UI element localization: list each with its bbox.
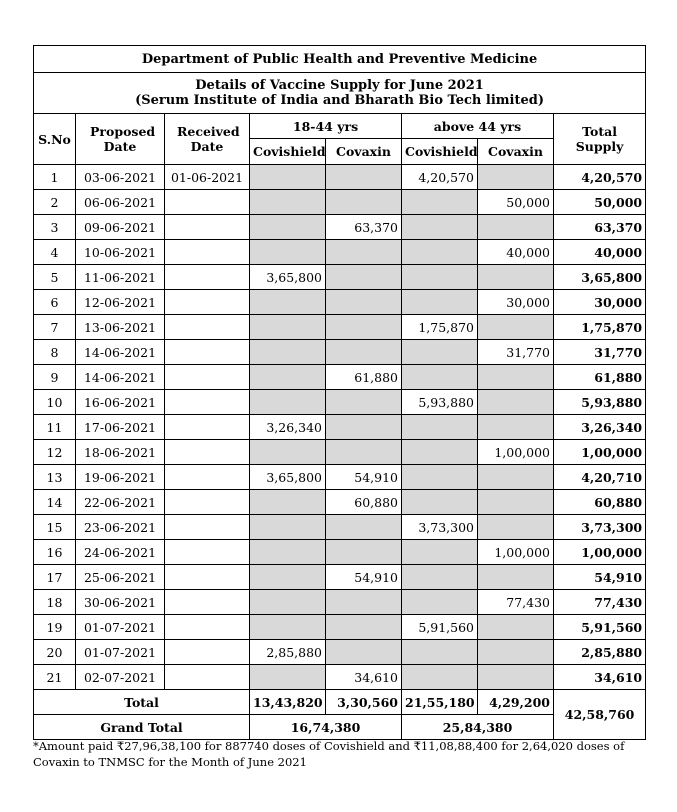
row-covaxin-above-44: 30,000 xyxy=(478,290,554,315)
table-row xyxy=(34,490,646,515)
table-row xyxy=(34,440,646,465)
row-covaxin-18-44 xyxy=(326,165,402,190)
row-covishield-18-44 xyxy=(250,340,326,365)
row-total-supply: 63,370 xyxy=(554,215,646,240)
row-covishield-above-44 xyxy=(402,540,478,565)
row-covishield-18-44 xyxy=(250,240,326,265)
row-covishield-above-44 xyxy=(402,465,478,490)
row-covishield-18-44 xyxy=(250,165,326,190)
document-subtitle xyxy=(34,73,646,114)
row-covaxin-18-44 xyxy=(326,390,402,415)
row-covaxin-18-44: 61,880 xyxy=(326,365,402,390)
total-covishield-18-44: 13,43,820 xyxy=(250,690,326,715)
row-covaxin-above-44 xyxy=(478,365,554,390)
row-covaxin-18-44 xyxy=(326,440,402,465)
row-sno: 7 xyxy=(34,315,76,340)
row-proposed-date: 25-06-2021 xyxy=(76,565,165,590)
header-covishield-18-44: Covishield xyxy=(250,139,326,165)
row-covaxin-18-44 xyxy=(326,190,402,215)
header-sno: S.No xyxy=(34,114,76,165)
document-title: Department of Public Health and Preventive Medicine xyxy=(34,46,646,73)
table-row xyxy=(34,515,646,540)
subtitle-line-1: Details of Vaccine Supply for June 2021 xyxy=(195,78,484,93)
row-proposed-date: 11-06-2021 xyxy=(76,265,165,290)
table-body xyxy=(34,165,646,690)
row-sno: 9 xyxy=(34,365,76,390)
row-covaxin-18-44 xyxy=(326,515,402,540)
header-group-18-44: 18-44 yrs xyxy=(250,114,402,139)
row-covishield-above-44 xyxy=(402,240,478,265)
row-covaxin-above-44 xyxy=(478,215,554,240)
row-received-date xyxy=(165,290,250,315)
row-covishield-18-44 xyxy=(250,490,326,515)
row-sno: 20 xyxy=(34,640,76,665)
row-covishield-above-44 xyxy=(402,215,478,240)
header-proposed-date-label: Proposed Date xyxy=(90,124,156,154)
row-covishield-above-44: 1,75,870 xyxy=(402,315,478,340)
row-sno: 3 xyxy=(34,215,76,240)
row-sno: 19 xyxy=(34,615,76,640)
header-received-date-label: Received Date xyxy=(177,124,240,154)
row-total-supply: 1,75,870 xyxy=(554,315,646,340)
row-covaxin-18-44 xyxy=(326,315,402,340)
total-label: Total xyxy=(34,690,250,715)
row-total-supply: 5,93,880 xyxy=(554,390,646,415)
row-proposed-date: 01-07-2021 xyxy=(76,615,165,640)
total-row xyxy=(34,690,646,715)
row-proposed-date: 18-06-2021 xyxy=(76,440,165,465)
row-covishield-above-44 xyxy=(402,640,478,665)
row-total-supply: 4,20,570 xyxy=(554,165,646,190)
row-proposed-date: 22-06-2021 xyxy=(76,490,165,515)
row-covaxin-above-44 xyxy=(478,390,554,415)
row-covishield-18-44: 3,65,800 xyxy=(250,465,326,490)
header-group-above-44: above 44 yrs xyxy=(402,114,554,139)
table-row xyxy=(34,640,646,665)
row-proposed-date: 10-06-2021 xyxy=(76,240,165,265)
row-covaxin-above-44 xyxy=(478,465,554,490)
row-proposed-date: 01-07-2021 xyxy=(76,640,165,665)
row-total-supply: 31,770 xyxy=(554,340,646,365)
row-total-supply: 30,000 xyxy=(554,290,646,315)
header-covaxin-18-44: Covaxin xyxy=(326,139,402,165)
row-total-supply: 40,000 xyxy=(554,240,646,265)
table-row xyxy=(34,340,646,365)
row-covishield-18-44: 2,85,880 xyxy=(250,640,326,665)
row-covaxin-above-44 xyxy=(478,490,554,515)
header-total-supply: Total Supply xyxy=(554,114,646,165)
row-covaxin-above-44 xyxy=(478,515,554,540)
row-total-supply: 4,20,710 xyxy=(554,465,646,490)
row-covishield-18-44 xyxy=(250,390,326,415)
row-sno: 1 xyxy=(34,165,76,190)
row-sno: 13 xyxy=(34,465,76,490)
table-row xyxy=(34,190,646,215)
row-covaxin-18-44 xyxy=(326,415,402,440)
row-total-supply: 5,91,560 xyxy=(554,615,646,640)
row-covaxin-18-44 xyxy=(326,640,402,665)
row-proposed-date: 23-06-2021 xyxy=(76,515,165,540)
row-received-date xyxy=(165,640,250,665)
row-covishield-18-44 xyxy=(250,565,326,590)
row-total-supply: 1,00,000 xyxy=(554,440,646,465)
footnote: *Amount paid ₹27,96,38,100 for 887740 doses of Covishield and ₹11,08,88,400 for 2,64,020 doses of Covaxin to TNMSC for the Month of June 2021 xyxy=(33,739,625,769)
table-row xyxy=(34,215,646,240)
row-proposed-date: 30-06-2021 xyxy=(76,590,165,615)
grand-total-label: Grand Total xyxy=(34,715,250,740)
row-covaxin-above-44: 77,430 xyxy=(478,590,554,615)
row-total-supply: 54,910 xyxy=(554,565,646,590)
table-row xyxy=(34,590,646,615)
row-covaxin-above-44 xyxy=(478,265,554,290)
row-covaxin-above-44: 50,000 xyxy=(478,190,554,215)
row-sno: 4 xyxy=(34,240,76,265)
row-total-supply: 2,85,880 xyxy=(554,640,646,665)
row-covishield-above-44 xyxy=(402,440,478,465)
vaccine-supply-table xyxy=(33,45,646,740)
row-covishield-above-44 xyxy=(402,290,478,315)
table-row xyxy=(34,465,646,490)
row-covaxin-above-44 xyxy=(478,615,554,640)
row-covaxin-above-44: 31,770 xyxy=(478,340,554,365)
row-proposed-date: 12-06-2021 xyxy=(76,290,165,315)
row-proposed-date: 19-06-2021 xyxy=(76,465,165,490)
row-covaxin-above-44 xyxy=(478,640,554,665)
row-received-date xyxy=(165,565,250,590)
row-received-date xyxy=(165,265,250,290)
row-total-supply: 61,880 xyxy=(554,365,646,390)
table-row xyxy=(34,265,646,290)
row-received-date: 01-06-2021 xyxy=(165,165,250,190)
table-row xyxy=(34,565,646,590)
row-covishield-above-44 xyxy=(402,190,478,215)
table-row xyxy=(34,415,646,440)
row-covaxin-18-44: 34,610 xyxy=(326,665,402,690)
row-covishield-18-44: 3,65,800 xyxy=(250,265,326,290)
row-received-date xyxy=(165,540,250,565)
row-sno: 21 xyxy=(34,665,76,690)
row-sno: 5 xyxy=(34,265,76,290)
row-covishield-18-44 xyxy=(250,315,326,340)
row-sno: 12 xyxy=(34,440,76,465)
row-sno: 6 xyxy=(34,290,76,315)
row-received-date xyxy=(165,315,250,340)
row-proposed-date: 03-06-2021 xyxy=(76,165,165,190)
row-total-supply: 34,610 xyxy=(554,665,646,690)
row-covishield-18-44 xyxy=(250,215,326,240)
row-total-supply: 50,000 xyxy=(554,190,646,215)
row-total-supply: 77,430 xyxy=(554,590,646,615)
row-covishield-above-44: 4,20,570 xyxy=(402,165,478,190)
row-covaxin-18-44: 60,880 xyxy=(326,490,402,515)
vaccine-supply-document xyxy=(33,45,645,740)
row-proposed-date: 06-06-2021 xyxy=(76,190,165,215)
row-received-date xyxy=(165,340,250,365)
row-covishield-18-44 xyxy=(250,665,326,690)
row-proposed-date: 14-06-2021 xyxy=(76,365,165,390)
row-sno: 18 xyxy=(34,590,76,615)
row-proposed-date: 09-06-2021 xyxy=(76,215,165,240)
row-covaxin-18-44 xyxy=(326,240,402,265)
row-received-date xyxy=(165,615,250,640)
row-covaxin-18-44 xyxy=(326,540,402,565)
row-sno: 10 xyxy=(34,390,76,415)
row-total-supply: 3,65,800 xyxy=(554,265,646,290)
row-sno: 16 xyxy=(34,540,76,565)
row-covishield-18-44: 3,26,340 xyxy=(250,415,326,440)
header-covishield-above-44: Covishield xyxy=(402,139,478,165)
row-total-supply: 3,26,340 xyxy=(554,415,646,440)
row-covaxin-above-44: 1,00,000 xyxy=(478,440,554,465)
row-covishield-18-44 xyxy=(250,190,326,215)
row-received-date xyxy=(165,365,250,390)
row-covaxin-above-44 xyxy=(478,315,554,340)
header-received-date xyxy=(165,114,250,165)
row-covaxin-18-44 xyxy=(326,615,402,640)
table-row xyxy=(34,240,646,265)
table-row xyxy=(34,165,646,190)
row-total-supply: 3,73,300 xyxy=(554,515,646,540)
row-covaxin-above-44 xyxy=(478,415,554,440)
table-row xyxy=(34,390,646,415)
row-covaxin-18-44 xyxy=(326,290,402,315)
row-received-date xyxy=(165,440,250,465)
row-covishield-above-44 xyxy=(402,490,478,515)
row-proposed-date: 24-06-2021 xyxy=(76,540,165,565)
row-covishield-18-44 xyxy=(250,590,326,615)
row-covaxin-18-44 xyxy=(326,340,402,365)
row-covaxin-above-44: 1,00,000 xyxy=(478,540,554,565)
row-received-date xyxy=(165,390,250,415)
row-covishield-above-44: 3,73,300 xyxy=(402,515,478,540)
row-covishield-above-44: 5,93,880 xyxy=(402,390,478,415)
row-covishield-above-44 xyxy=(402,665,478,690)
row-covaxin-18-44 xyxy=(326,265,402,290)
row-covishield-18-44 xyxy=(250,515,326,540)
row-proposed-date: 16-06-2021 xyxy=(76,390,165,415)
row-sno: 15 xyxy=(34,515,76,540)
row-covishield-18-44 xyxy=(250,540,326,565)
row-covaxin-18-44 xyxy=(326,590,402,615)
row-covishield-above-44 xyxy=(402,340,478,365)
row-covaxin-above-44: 40,000 xyxy=(478,240,554,265)
row-received-date xyxy=(165,490,250,515)
header-proposed-date xyxy=(76,114,165,165)
row-covaxin-above-44 xyxy=(478,165,554,190)
row-sno: 2 xyxy=(34,190,76,215)
table-row xyxy=(34,315,646,340)
row-proposed-date: 14-06-2021 xyxy=(76,340,165,365)
row-covaxin-above-44 xyxy=(478,565,554,590)
row-covaxin-18-44: 63,370 xyxy=(326,215,402,240)
row-covishield-above-44: 5,91,560 xyxy=(402,615,478,640)
row-covishield-above-44 xyxy=(402,590,478,615)
total-covishield-above-44: 21,55,180 xyxy=(402,690,478,715)
total-covaxin-18-44: 3,30,560 xyxy=(326,690,402,715)
row-covishield-above-44 xyxy=(402,365,478,390)
row-covaxin-18-44: 54,910 xyxy=(326,565,402,590)
row-covishield-above-44 xyxy=(402,265,478,290)
row-received-date xyxy=(165,665,250,690)
row-received-date xyxy=(165,415,250,440)
row-covishield-above-44 xyxy=(402,415,478,440)
row-total-supply: 1,00,000 xyxy=(554,540,646,565)
overall-total: 42,58,760 xyxy=(554,690,646,740)
row-covishield-18-44 xyxy=(250,365,326,390)
row-proposed-date: 13-06-2021 xyxy=(76,315,165,340)
row-received-date xyxy=(165,590,250,615)
table-row xyxy=(34,290,646,315)
row-covaxin-18-44: 54,910 xyxy=(326,465,402,490)
row-sno: 8 xyxy=(34,340,76,365)
row-received-date xyxy=(165,465,250,490)
row-proposed-date: 17-06-2021 xyxy=(76,415,165,440)
row-total-supply: 60,880 xyxy=(554,490,646,515)
header-covaxin-above-44: Covaxin xyxy=(478,139,554,165)
row-received-date xyxy=(165,215,250,240)
row-proposed-date: 02-07-2021 xyxy=(76,665,165,690)
row-covishield-18-44 xyxy=(250,615,326,640)
row-received-date xyxy=(165,515,250,540)
table-row xyxy=(34,665,646,690)
row-covishield-above-44 xyxy=(402,565,478,590)
table-row xyxy=(34,615,646,640)
grand-total-18-44: 16,74,380 xyxy=(250,715,402,740)
row-sno: 11 xyxy=(34,415,76,440)
row-sno: 17 xyxy=(34,565,76,590)
row-received-date xyxy=(165,190,250,215)
table-row xyxy=(34,365,646,390)
row-received-date xyxy=(165,240,250,265)
row-covaxin-above-44 xyxy=(478,665,554,690)
row-covishield-18-44 xyxy=(250,440,326,465)
total-covaxin-above-44: 4,29,200 xyxy=(478,690,554,715)
grand-total-above-44: 25,84,380 xyxy=(402,715,554,740)
row-sno: 14 xyxy=(34,490,76,515)
table-row xyxy=(34,540,646,565)
subtitle-line-2: (Serum Institute of India and Bharath Bio Tech limited) xyxy=(135,93,544,108)
row-covishield-18-44 xyxy=(250,290,326,315)
